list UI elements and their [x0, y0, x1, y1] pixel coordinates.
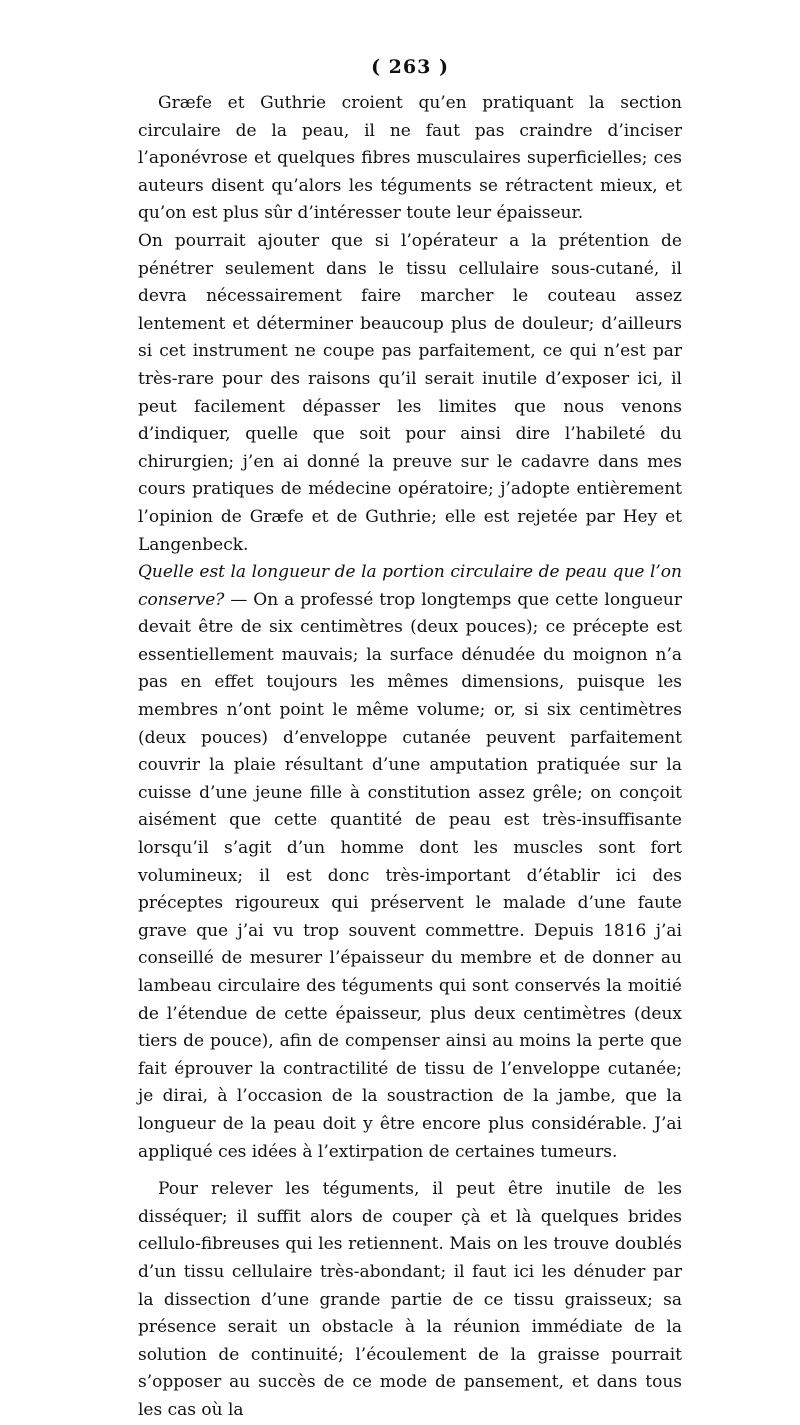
- paragraph-1: Græfe et Guthrie croient qu’en pratiquant la section circulaire de la peau, il ne faut pas craindre d’inciser l’aponévrose et quelques fibres musculaires superficielles; ces auteurs disent qu’alors les téguments se rétractent mieux, et qu’on est plus sûr d’intéresser toute leur épaisseur.: [138, 93, 682, 224]
- page-number: ( 263 ): [371, 56, 449, 78]
- paragraph-3-body: — On a professé trop longtemps que cette longueur devait être de six centimètres (deux pouces); ce précepte est essentiellement mauvais; la surface dénudée du moignon n’a pas en effet toujours les mêmes dimensions, puisque les membres n’ont point le même volume; or, si six centimètres (deux pouces) d’enveloppe cutanée peuvent parfaitement couvrir la plaie résultant d’une amputation pratiquée sur la cuisse d’une jeune fille à constitution assez grêle; on conçoit aisément que cette quantité de peau est très-insuffisante lorsqu’il s’agit d’un homme dont les muscles sont fort volumineux; il est donc très-important d’établir ici des préceptes rigoureux qui préservent le malade d’une faute grave que j’ai vu trop souvent commettre. Depuis 1816 j’ai conseillé de mesurer l’épaisseur du membre et de donner au lambeau circulaire des téguments qui sont conservés la moitié de l’étendue de cette épaisseur, plus deux centimètres (deux tiers de pouce), afin de compenser ainsi au moins la perte que fait éprouver la contractilité de tissu de l’enveloppe cutanée; je dirai, à l’occasion de la soustraction de la jambe, que la longueur de la peau doit y être encore plus considérable. J’ai appliqué ces idées à l’extirpation de certaines tumeurs.: [138, 589, 682, 1162]
- section-question: Quelle est la longueur de la portion circulaire de peau que l’on conserve?: [138, 562, 682, 610]
- paragraph-4: Pour relever les téguments, il peut être inutile de les disséquer; il suffit alors de couper çà et là quelques brides cellulo-fibreuses qui les retiennent. Mais on les trouve doublés d’un tissu cellulaire très-abondant; il faut ici les dénuder par la dissection d’une grande partie de ce tissu graisseux; sa présence serait un obstacle à la réunion immédiate de la solution de continuité; l’écoulement de la graisse pourrait s’opposer au succès de ce mode de pansement, et dans tous les cas où la: [138, 1179, 682, 1420]
- paragraph-2: On pourrait ajouter que si l’opérateur a la prétention de pénétrer seulement dans le tissu cellulaire sous-cutané, il devra nécessairement faire marcher le couteau assez lentement et déterminer beaucoup plus de douleur; d’ailleurs si cet instrument ne coupe pas parfaitement, ce qui n’est par très-rare pour des raisons qu’il serait inutile d’exposer ici, il peut facilement dépasser les limites que nous venons d’indiquer, quelle que soit pour ainsi dire l’habileté du chirurgien; j’en ai donné la preuve sur le cadavre dans mes cours pratiques de médecine opératoire; j’adopte entièrement l’opinion de Græfe et de Guthrie; elle est rejetée par Hey et Langenbeck.: [138, 230, 682, 555]
- paragraph-3: [138, 559, 682, 1166]
